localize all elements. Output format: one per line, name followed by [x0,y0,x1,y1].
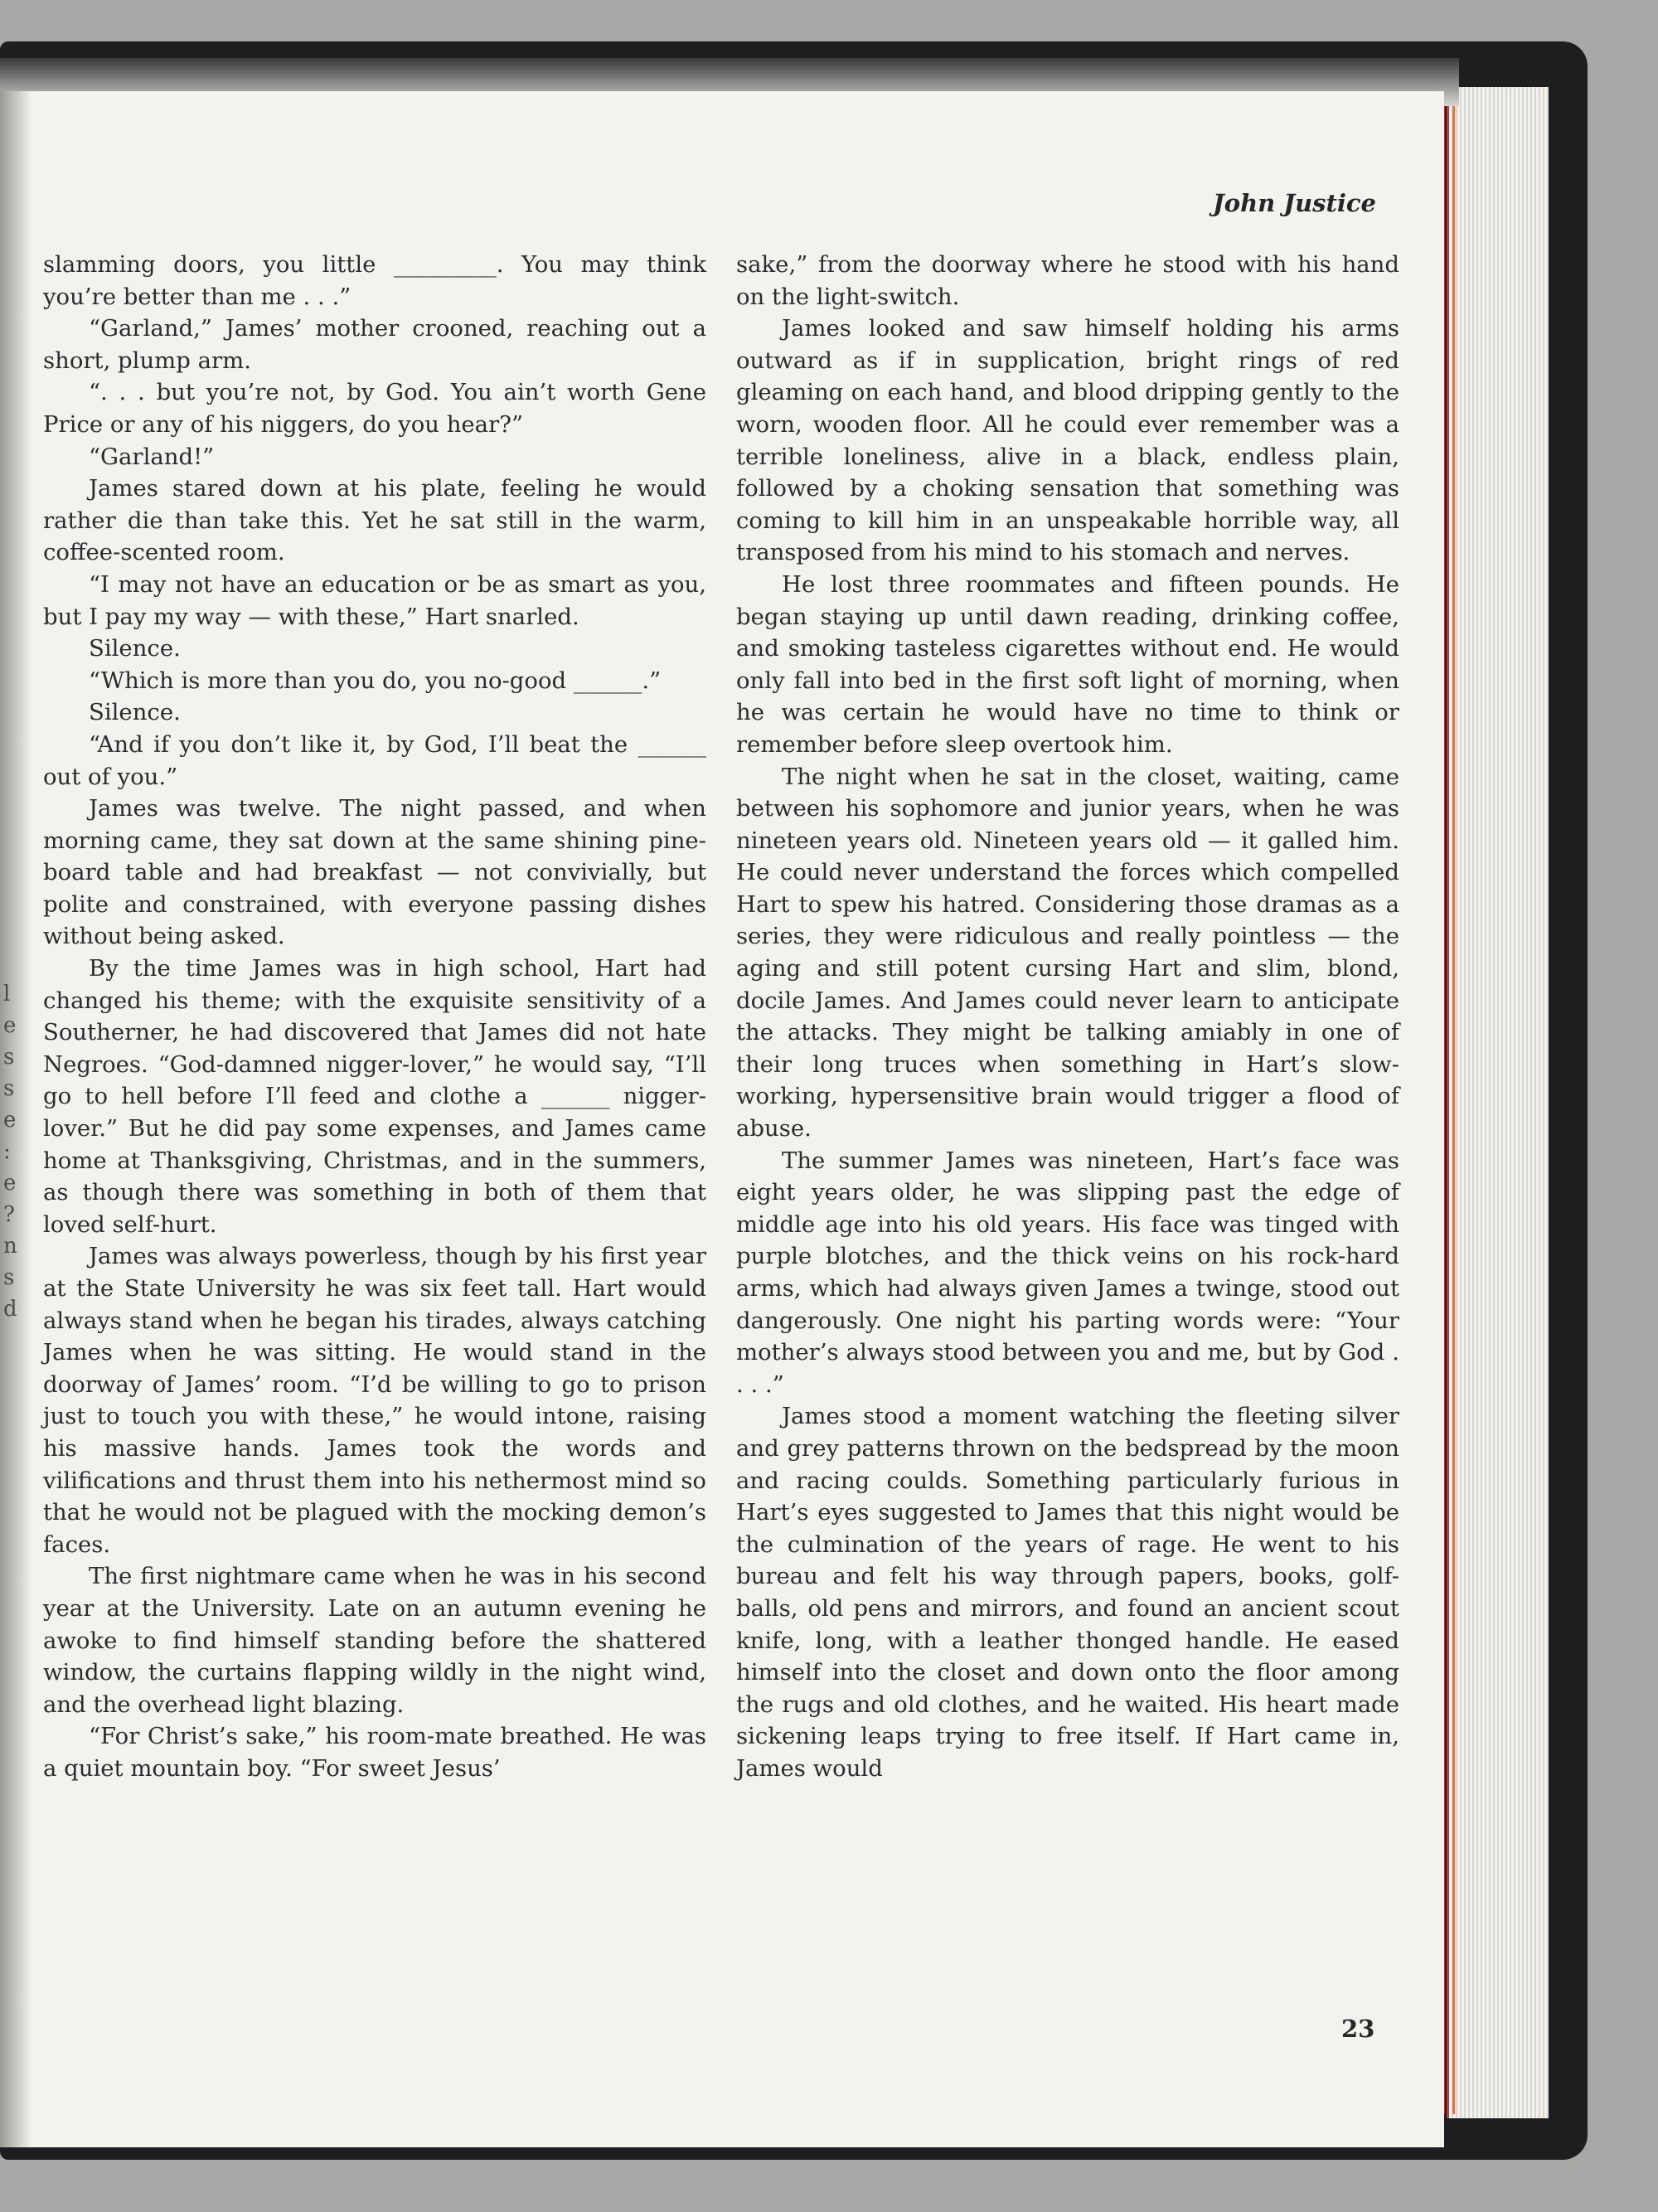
bleed-letter: l [3,982,11,1007]
bleed-letter: ? [3,1202,15,1227]
page-edges [1447,87,1549,2118]
paragraph: James was twelve. The night passed, and when morning came, they sat down at the same shining pine-board table and had breakfast — not convivially, but polite and constrained, with everyone passing dishes without being asked. [43,795,706,950]
paragraph: By the time James was in high school, Hart had changed his theme; with the exquisite sensitivity of a Southerner, he had discovered that James did not hate Negroes. “God-damned nigger-lover,” he would say, “I’ll go to hell before I’ll feed and clothe a ______ nigger-lover.” But he did pay some expenses, and James came home at Thanksgiving, Christmas, and in the summers, as though there was something in both of them that loved self-hurt. [43,955,706,1238]
paragraph: “I may not have an education or be as smart as you, but I pay my way — with these,” Hart snarled. [43,570,706,630]
paragraph: “Garland!” [89,443,215,470]
page-number: 23 [1341,2015,1375,2043]
paragraph: “For Christ’s sake,” his room-mate breathed. He was a quiet mountain boy. “For sweet Jesus’ [43,1723,706,1782]
paragraph: slamming doors, you little _________. You may think you’re better than me . . .” [43,251,706,310]
paragraph: “Garland,” James’ mother crooned, reaching out a short, plump arm. [43,315,706,374]
paragraph: The night when he sat in the closet, waiting, came between his sophomore and junior years, when he was nineteen years old. Nineteen years old — it galled him. He could never understand the forces which compelled Hart to spew his hatred. Considering those dramas as a series, they were ridiculous and really pointless — the aging and still potent cursing Hart and slim, blond, docile James. And James could never learn to anticipate the attacks. They might be talking amiably in one of their long truces when something in Hart’s slow-working, hypersensitive brain would trigger a flood of abuse. [736,763,1399,1142]
bleed-letter: e [3,1013,17,1038]
paragraph: Silence. [89,699,181,726]
paragraph: The summer James was nineteen, Hart’s face was eight years older, he was slipping past the edge of middle age into his old years. His face was tinged with purple blotches, and the thick veins on his rock-hard arms, which had always given James a twinge, stood out dangerously. One night his parting words were: “Your mother’s always stood between you and me, but by God . . . .” [736,1147,1399,1398]
bleed-letter: d [3,1297,17,1322]
previous-page-bleed [3,978,22,1325]
left-text-column [43,249,706,1785]
paragraph: James stood a moment watching the fleeting silver and grey patterns thrown on the bedspread by the moon and racing coulds. Something particularly furious in Hart’s eyes suggested to James that this night would be the culmination of the years of rage. He went to his bureau and felt his way through papers, books, golf-balls, old pens and mirrors, and found an ancient scout knife, long, with a leather thonged handle. He eased himself into the closet and down onto the floor among the rugs and old clothes, and he waited. His heart made sickening leaps trying to free itself. If Hart came in, James would [736,1403,1399,1782]
paragraph: “. . . but you’re not, by God. You ain’t worth Gene Price or any of his niggers, do you hear?” [43,379,706,438]
paragraph: Silence. [89,635,181,662]
right-text-column [736,249,1399,1785]
bleed-letter: n [3,1234,17,1259]
paragraph: “Which is more than you do, you no-good ______.” [89,667,662,694]
paragraph: James stared down at his plate, feeling he would rather die than take this. Yet he sat still in the warm, coffee-scented room. [43,475,706,566]
paragraph: sake,” from the doorway where he stood with his hand on the light-switch. [736,251,1399,310]
paragraph: He lost three roommates and fifteen pounds. He began staying up until dawn reading, drinking coffee, and smoking tasteless cigarettes without end. He would only fall into bed in the first soft light of morning, when he was certain he would have no time to think or remember before sleep overtook him. [736,570,1399,758]
paragraph: James was always powerless, though by his first year at the State University he was six feet tall. Hart would always stand when he began his tirades, always catching James when he was sitting. He would stand in the doorway of James’ room. “I’d be willing to go to prison just to touch you with these,” he would intone, raising his massive hands. James took the words and vilifications and thrust them into his nethermost mind so that he would not be plagued with the mocking demon’s faces. [43,1243,706,1558]
running-title: John Justice [1213,189,1376,217]
bleed-letter: e [3,1108,17,1133]
bleed-letter: s [3,1265,15,1290]
bleed-letter: s [3,1045,15,1070]
paragraph: James looked and saw himself holding his arms outward as if in supplication, bright rings of red gleaming on each hand, and blood dripping gently to the worn, wooden floor. All he could ever remember was a terrible loneliness, alive in a black, endless plain, followed by a choking sensation that something was coming to kill him in an unspeakable horrible way, all transposed from his mind to his stomach and nerves. [736,315,1399,566]
bleed-letter: s [3,1076,15,1101]
red-page-edge-inner [1452,99,1455,2114]
paragraph: The first nightmare came when he was in his second year at the University. Late on an autumn evening he awoke to find himself standing before the shattered window, the curtains flapping wildly in the night wind, and the overhead light blazing. [43,1563,706,1718]
bleed-letter: : [3,1139,11,1164]
bleed-letter: e [3,1171,17,1196]
paragraph: “And if you don’t like it, by God, I’ll beat the ______ out of you.” [43,730,706,790]
